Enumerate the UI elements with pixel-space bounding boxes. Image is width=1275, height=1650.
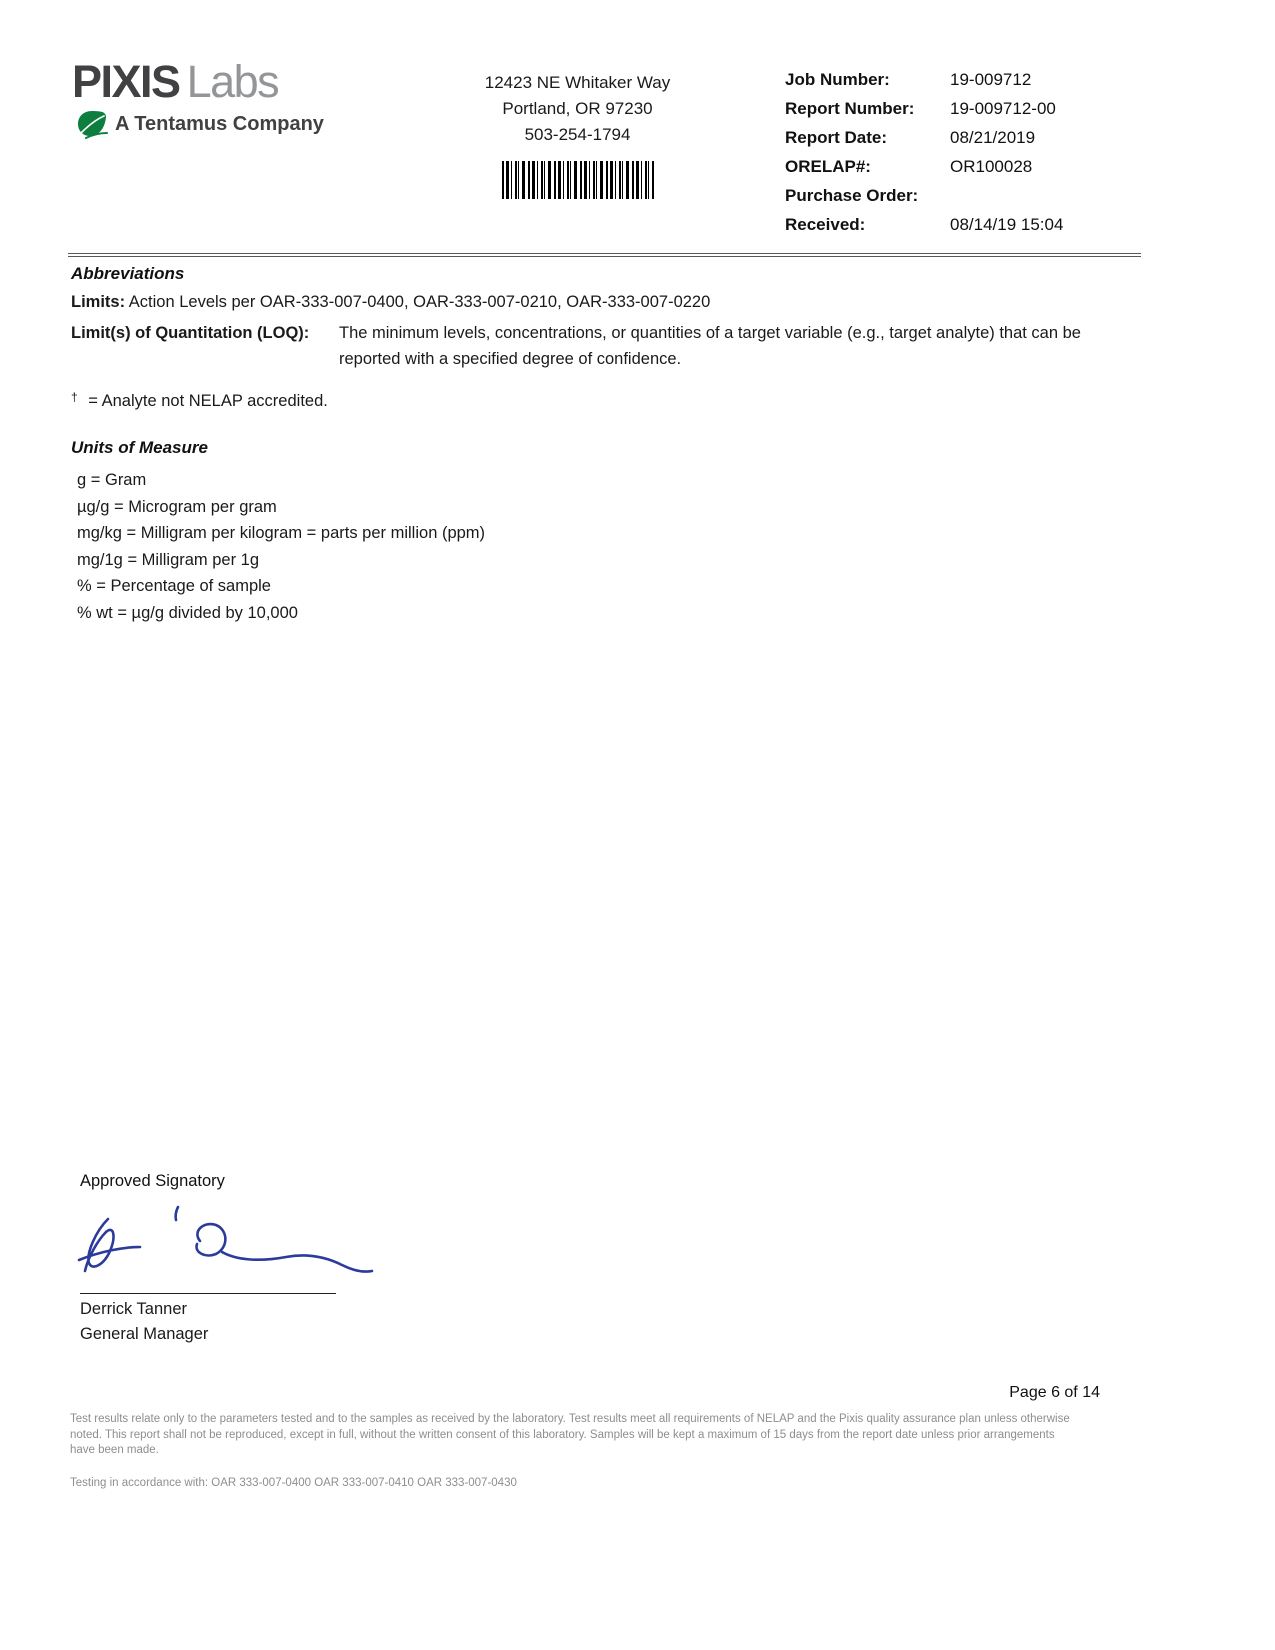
- report-info-block: [785, 70, 1115, 244]
- signatory-title: General Manager: [80, 1325, 209, 1343]
- loq-text: The minimum levels, concentrations, or quantities of a target variable (e.g., target analyte) that can be reported with a specified degree of confidence.: [339, 324, 1081, 368]
- info-label: Report Date:: [785, 128, 888, 147]
- info-row-orelap: [785, 157, 1115, 177]
- info-value: 19-009712-00: [950, 99, 1056, 118]
- signatory-name: Derrick Tanner: [80, 1300, 187, 1318]
- info-label: Job Number:: [785, 70, 890, 89]
- pixis-logo: [72, 58, 324, 139]
- info-row-purchase-order: [785, 186, 1115, 206]
- lab-address-block: [440, 70, 715, 199]
- info-label: ORELAP#:: [785, 157, 871, 176]
- page-number: Page 6 of 14: [1009, 1384, 1100, 1401]
- signature-block: [80, 1172, 440, 1344]
- abbreviations-heading: Abbreviations: [71, 264, 185, 283]
- logo-wordmark: [72, 58, 324, 106]
- info-row-job-number: [785, 70, 1115, 90]
- nelap-footnote: [71, 386, 1147, 412]
- address-line-3: 503-254-1794: [524, 125, 631, 144]
- header-divider: [68, 253, 1141, 257]
- unit-item: % wt = µg/g divided by 10,000: [77, 603, 298, 622]
- limits-text: Action Levels per OAR-333-007-0400, OAR-333-007-0210, OAR-333-007-0220: [128, 293, 711, 311]
- info-label: Purchase Order:: [785, 186, 919, 205]
- unit-item: g = Gram: [77, 471, 147, 489]
- info-value: 08/21/2019: [950, 128, 1036, 147]
- unit-item: % = Percentage of sample: [77, 577, 271, 595]
- info-value: 19-009712: [950, 70, 1032, 89]
- report-body: [71, 264, 1147, 626]
- address-line-2: Portland, OR 97230: [502, 99, 653, 118]
- loq-line: [71, 320, 1147, 372]
- info-value: OR100028: [950, 157, 1033, 176]
- approved-signatory-label: Approved Signatory: [80, 1172, 225, 1190]
- footer-disclaimer: Test results relate only to the parameters tested and to the samples as received by the laboratory. Test results meet all requirements of NELAP and the Pixis quality assurance plan unless otherwise noted. This report shall not be reproduced, except in full, without the written consent of this laboratory. Samples will be kept a maximum of 15 days from the report date unless prior arrangements have been made.: [70, 1413, 1070, 1456]
- info-row-received: [785, 215, 1115, 235]
- leaf-icon: [76, 109, 108, 139]
- footnote-text: = Analyte not NELAP accredited.: [88, 392, 328, 410]
- info-row-report-number: [785, 99, 1115, 119]
- unit-item: mg/1g = Milligram per 1g: [77, 550, 260, 569]
- footer-testing-standards: Testing in accordance with: OAR 333-007-0400 OAR 333-007-0410 OAR 333-007-0430: [70, 1477, 517, 1489]
- units-heading: Units of Measure: [71, 438, 208, 457]
- loq-label: Limit(s) of Quantitation (LOQ):: [71, 324, 310, 342]
- info-row-report-date: [785, 128, 1115, 148]
- logo-brand-secondary: Labs: [186, 56, 279, 107]
- unit-item: mg/kg = Milligram per kilogram = parts per million (ppm): [77, 524, 486, 542]
- info-value: 08/14/19 15:04: [950, 215, 1064, 234]
- limits-label: Limits:: [71, 293, 126, 311]
- signature-image: [74, 1197, 440, 1297]
- address-line-1: 12423 NE Whitaker Way: [484, 73, 671, 92]
- barcode: [502, 161, 654, 199]
- limits-line: [71, 291, 1147, 314]
- info-label: Received:: [785, 215, 866, 234]
- logo-brand-primary: PIXIS: [72, 56, 180, 107]
- info-label: Report Number:: [785, 99, 915, 118]
- dagger-symbol: †: [71, 390, 78, 404]
- unit-item: µg/g = Microgram per gram: [77, 497, 277, 516]
- logo-tagline-row: [76, 109, 324, 139]
- logo-tagline-text: A Tentamus Company: [115, 112, 324, 135]
